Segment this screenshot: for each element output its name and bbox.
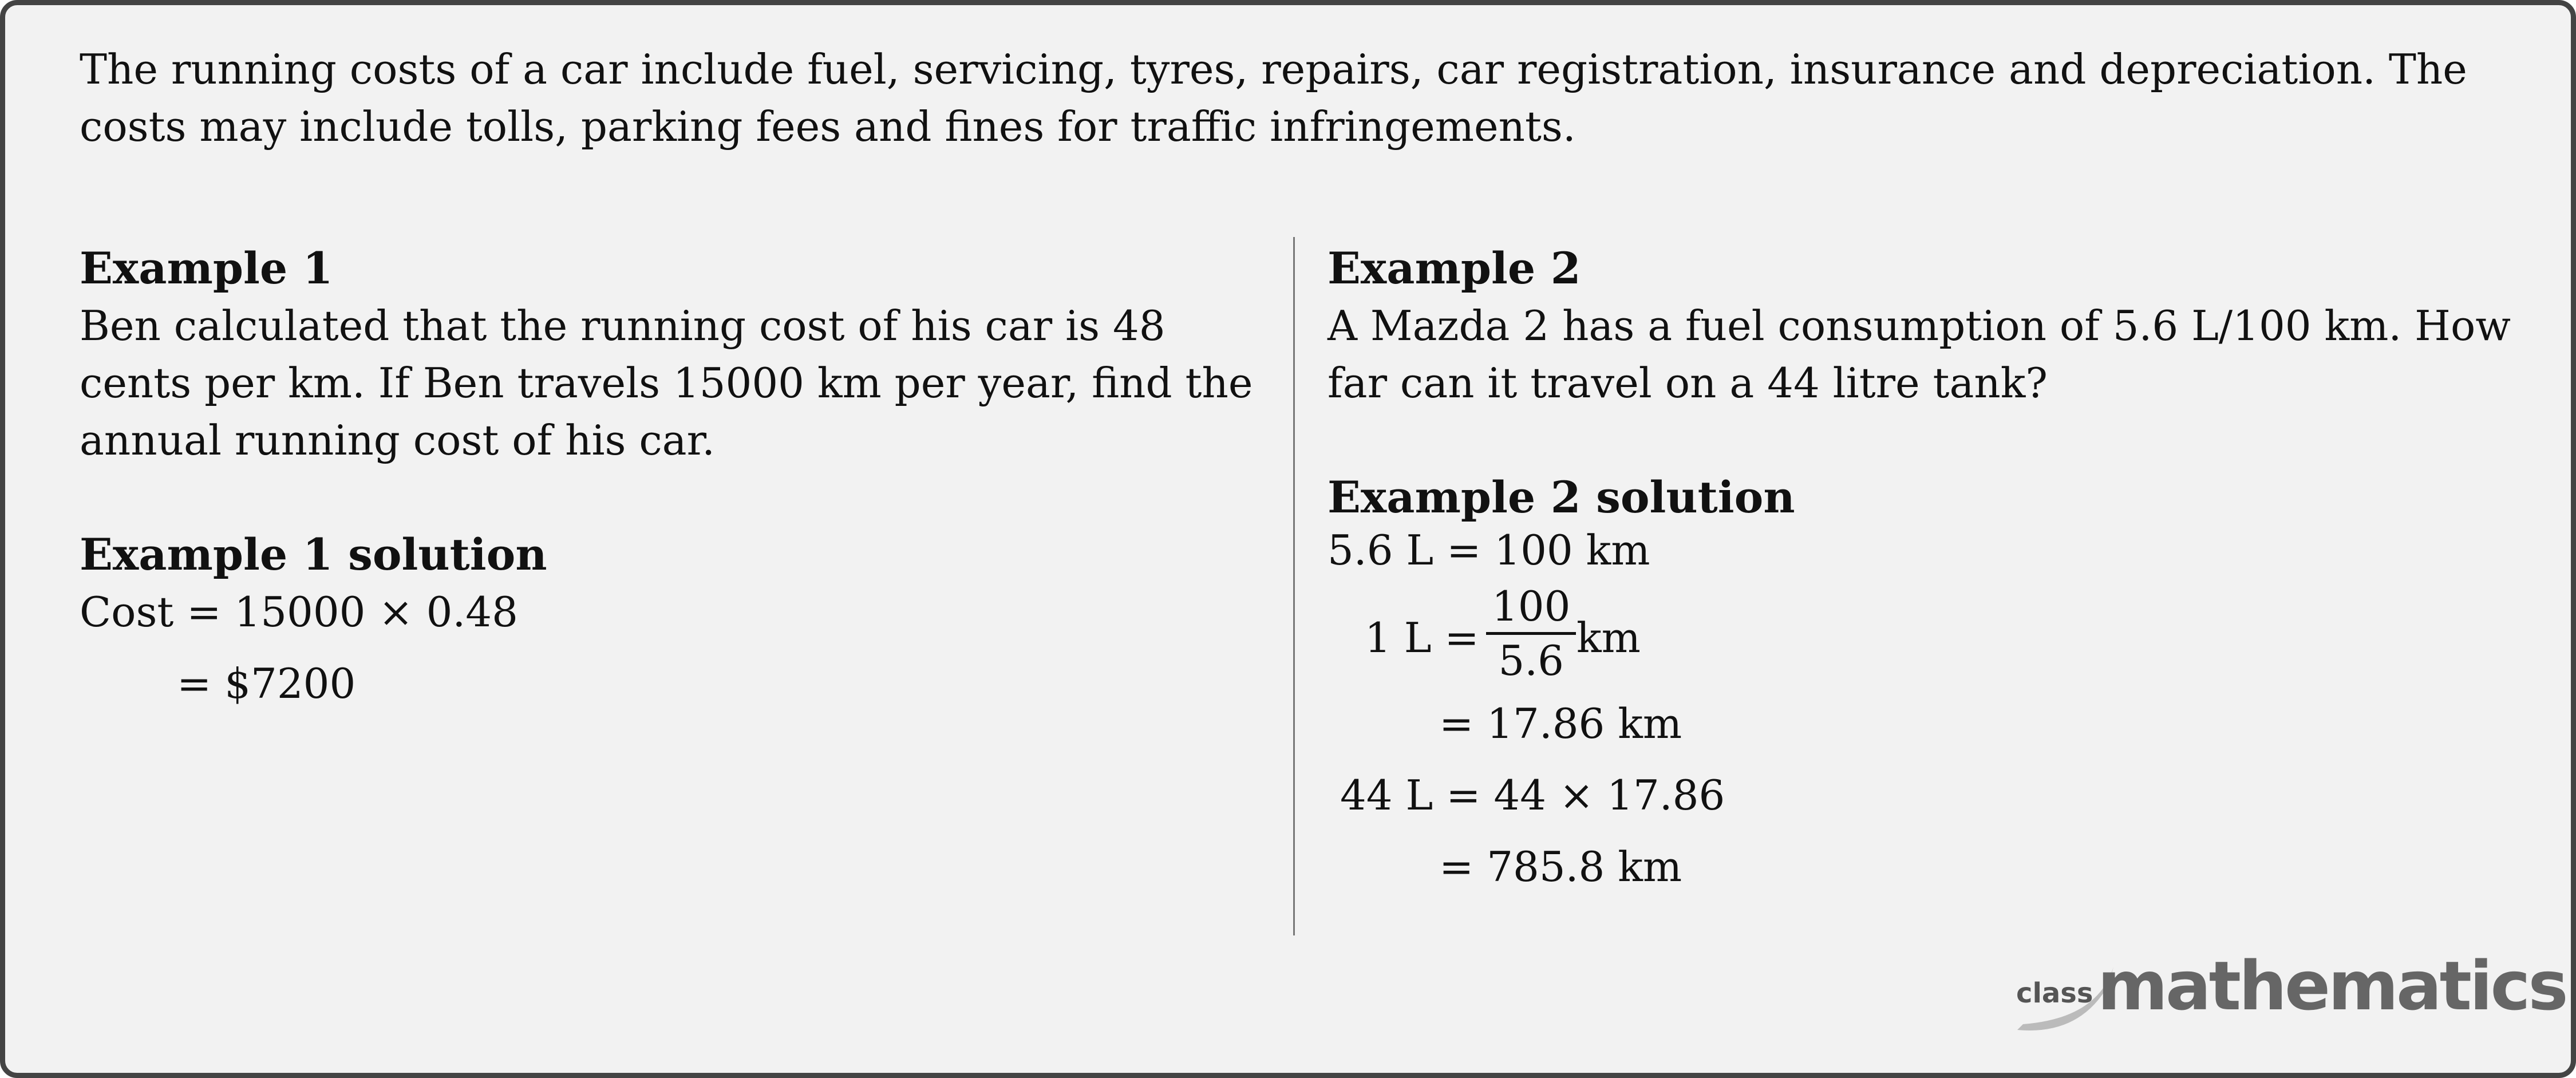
fraction-denominator: 5.6 <box>1498 637 1564 685</box>
example-2-question: A Mazda 2 has a fuel consumption of 5.6 L/100 km. How far can it travel on a 44 litre tank? <box>1327 302 2511 407</box>
fraction-numerator: 100 <box>1486 581 1576 635</box>
example-1-question: Ben calculated that the running cost of his car is 48 cents per km. If Ben travels 15000 km per year, find the annual running cost of his car. <box>80 302 1253 464</box>
example-2-solution-heading: Example 2 solution <box>1327 472 1795 523</box>
example-2-line-2-left: 1 L = <box>1365 614 1479 662</box>
example-2-fraction <box>1486 581 1576 686</box>
example-1-solution-heading: Example 1 solution <box>80 529 547 580</box>
example-2-line-5: = 785.8 km <box>1439 843 1682 891</box>
logo-big-text: mathematics <box>2097 946 2566 1025</box>
example-1-heading: Example 1 <box>80 243 333 294</box>
example-2-heading: Example 2 <box>1327 243 1581 294</box>
example-2-column <box>1327 240 2518 910</box>
example-2-line-3: = 17.86 km <box>1439 700 1682 748</box>
example-2-line-2-unit: km <box>1577 614 1641 662</box>
example-1-line-2: = $7200 <box>177 660 356 708</box>
example-2-line-4: 44 L = 44 × 17.86 <box>1340 771 1725 819</box>
class-mathematics-logo <box>2012 946 2566 1036</box>
intro-text: The running costs of a car include fuel, servicing, tyres, repairs, car registration, insurance and depreciation. The costs may include tolls, parking fees and fines for traffic infringements. <box>80 45 2467 151</box>
example-1-column <box>80 240 1276 726</box>
example-1-working <box>80 583 1276 726</box>
example-2-line-1: 5.6 L = 100 km <box>1327 526 1650 574</box>
example-2-working <box>1327 526 2518 910</box>
column-divider <box>1293 237 1295 935</box>
example-1-line-1: Cost = 15000 × 0.48 <box>80 588 518 636</box>
logo-small-text: class <box>2016 977 2093 1009</box>
